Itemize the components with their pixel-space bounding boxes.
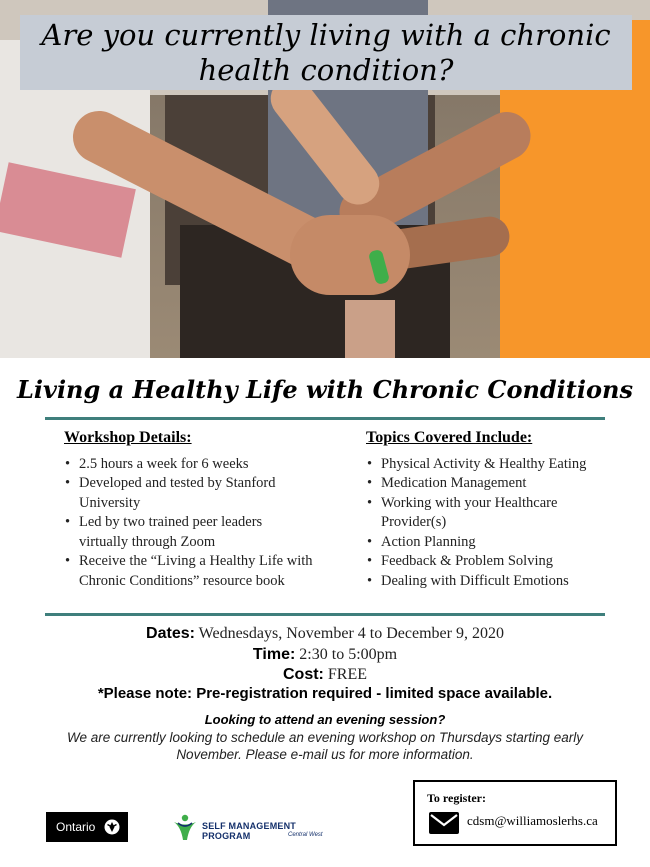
- photo-stacked-hands: [290, 215, 410, 295]
- cost-label: Cost:: [282, 666, 324, 683]
- list-item: • Feedback & Problem Solving: [381, 552, 606, 572]
- self-management-program-logo: [172, 813, 332, 841]
- smp-figure-icon: [172, 813, 198, 841]
- smp-logo-text: SELF MANAGEMENT PROGRAM: [202, 821, 296, 841]
- headline-line-1: Are you currently living with a chronic: [41, 18, 611, 52]
- ontario-logo: [46, 812, 128, 842]
- dates-line: [0, 625, 650, 643]
- list-item: • Physical Activity & Healthy Eating: [381, 455, 606, 475]
- list-item: • Medication Management: [381, 474, 606, 494]
- topics-section: [366, 428, 606, 591]
- topics-heading: Topics Covered Include:: [366, 429, 533, 446]
- list-item: • Developed and tested by Stanford University: [79, 474, 314, 513]
- list-item: • Receive the “Living a Healthy Life with Chronic Conditions” resource book: [79, 552, 314, 591]
- program-title: Living a Healthy Life with Chronic Conditions: [17, 375, 633, 404]
- register-box: [413, 780, 617, 846]
- workshop-details-list: [64, 455, 314, 592]
- ontario-logo-text: Ontario: [56, 820, 96, 834]
- workshop-details-section: [64, 428, 314, 591]
- divider-bottom: [45, 613, 605, 616]
- mail-icon: [429, 812, 459, 834]
- registration-note: *Please note: Pre-registration required - limited space available.: [97, 685, 553, 702]
- topics-list: [366, 455, 606, 592]
- list-item: • 2.5 hours a week for 6 weeks: [79, 455, 314, 475]
- smp-logo-subtext: Central West: [288, 832, 323, 838]
- dates-label: Dates:: [146, 625, 195, 642]
- time-value: 2:30 to 5:00pm: [299, 646, 398, 663]
- list-item: • Dealing with Difficult Emotions: [381, 572, 606, 592]
- time-label: Time:: [252, 646, 296, 663]
- headline-line-2: health condition?: [198, 53, 454, 87]
- list-item: • Working with your Healthcare Provider(s): [381, 494, 606, 533]
- evening-question: Looking to attend an evening session?: [204, 712, 446, 727]
- trillium-icon: [104, 819, 120, 835]
- divider-top: [45, 417, 605, 420]
- headline: [20, 18, 632, 88]
- dates-value: Wednesdays, November 4 to December 9, 2020: [198, 625, 504, 642]
- register-label: To register:: [427, 791, 486, 805]
- photo-leg: [345, 300, 395, 358]
- hero-photo-hands-together: [0, 0, 650, 358]
- list-item: • Led by two trained peer leaders virtually through Zoom: [79, 513, 314, 552]
- cost-line: [0, 666, 650, 684]
- workshop-details-heading: Workshop Details:: [64, 429, 192, 446]
- register-email-link[interactable]: cdsm@williamoslerhs.ca: [467, 813, 598, 828]
- list-item: • Action Planning: [381, 533, 606, 553]
- evening-body: We are currently looking to schedule an evening workshop on Thursdays starting early November. Please e-mail us for more information.: [66, 730, 584, 762]
- time-line: [0, 646, 650, 664]
- cost-value: FREE: [327, 666, 367, 683]
